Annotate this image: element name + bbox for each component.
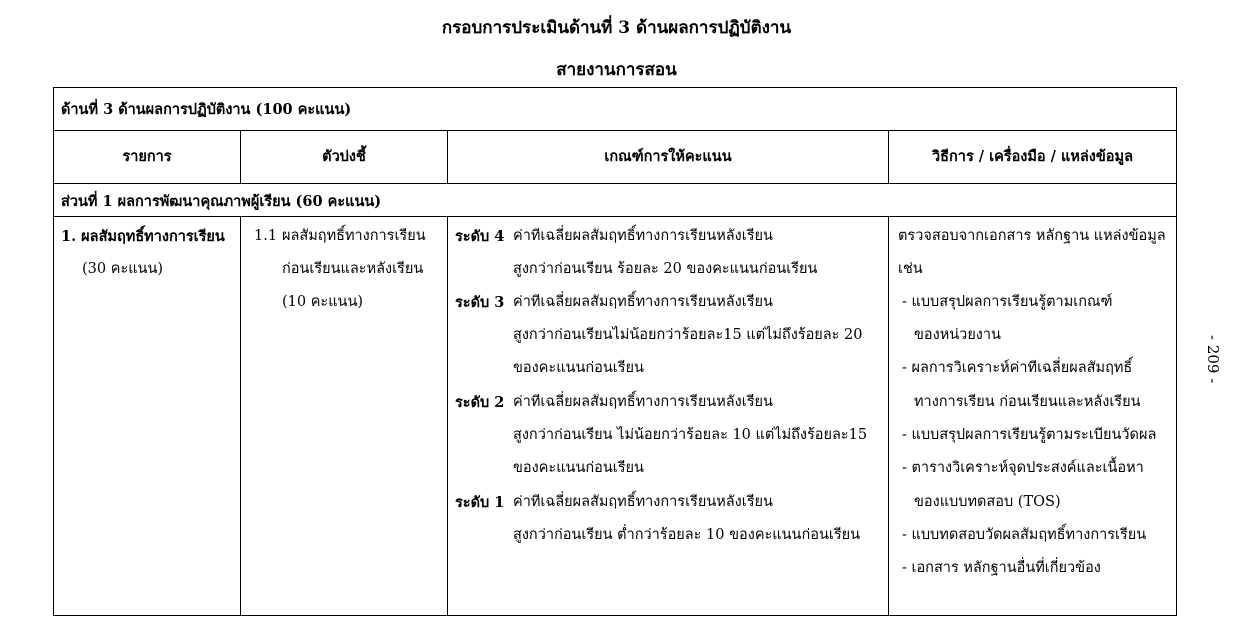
column-header-item: รายการ (122, 148, 172, 165)
methods-list-item: - ตารางวิเคราะห์จุดประสงค์และเนื้อหา (902, 460, 1144, 476)
criteria-level-text: สูงกว่าก่อนเรียน ไม่น้อยกว่าร้อยละ 10 แต่ไม่ถึงร้อยละ15 (513, 427, 868, 443)
methods-list-item: - แบบทดสอบวัดผลสัมฤทธิ์ทางการเรียน (902, 527, 1147, 543)
part-header: ส่วนที่ 1 ผลการพัฒนาคุณภาพผู้เรียน (60 คะแนน) (61, 193, 382, 210)
document-subtitle: สายงานการสอน (556, 60, 677, 80)
methods-list-item: ทางการเรียน ก่อนเรียนและหลังเรียน (914, 394, 1141, 410)
evaluation-table (53, 87, 1177, 616)
column-header-indicator: ตัวบ่งชี้ (322, 148, 366, 165)
column-divider (240, 216, 241, 616)
methods-list-item: - ผลการวิเคราะห์ค่าทีเฉลี่ยผลสัมฤทธิ์ (902, 360, 1133, 376)
methods-intro: ตรวจสอบจากเอกสาร หลักฐาน แหล่งข้อมูล (898, 228, 1166, 244)
column-divider (888, 216, 889, 616)
criteria-level-label: ระดับ 2 (455, 394, 505, 411)
methods-list-item: - แบบสรุปผลการเรียนรู้ตามระเบียนวัดผล (902, 427, 1157, 443)
criteria-level-text: สูงกว่าก่อนเรียน ต่ำกว่าร้อยละ 10 ของคะแนนก่อนเรียน (513, 527, 861, 543)
criteria-level-text: ของคะแนนก่อนเรียน (513, 460, 644, 476)
criteria-level-label: ระดับ 3 (455, 294, 505, 311)
criteria-level-text: ค่าทีเฉลี่ยผลสัมฤทธิ์ทางการเรียนหลังเรียน (513, 228, 773, 244)
indicator-points: (10 คะแนน) (282, 294, 364, 310)
row-divider (54, 183, 1176, 184)
criteria-level-label: ระดับ 1 (455, 494, 505, 511)
section-header: ด้านที่ 3 ด้านผลการปฏิบัติงาน (100 คะแนน) (61, 101, 352, 118)
column-header-criteria: เกณฑ์การให้คะแนน (604, 148, 732, 165)
criteria-level-text: สูงกว่าก่อนเรียน ร้อยละ 20 ของคะแนนก่อนเรียน (513, 261, 818, 277)
criteria-level-text: ค่าทีเฉลี่ยผลสัมฤทธิ์ทางการเรียนหลังเรียน (513, 294, 773, 310)
column-header-methods: วิธีการ / เครื่องมือ / แหล่งข้อมูล (932, 148, 1133, 165)
methods-intro: เช่น (898, 261, 923, 277)
criteria-level-text: สูงกว่าก่อนเรียนไม่น้อยกว่าร้อยละ15 แต่ไม่ถึงร้อยละ 20 (513, 327, 863, 343)
criteria-level-label: ระดับ 4 (455, 228, 505, 245)
item-title: 1. ผลสัมฤทธิ์ทางการเรียน (61, 228, 225, 245)
page-number: - 209 - (1204, 335, 1222, 384)
criteria-level-text: ค่าทีเฉลี่ยผลสัมฤทธิ์ทางการเรียนหลังเรียน (513, 494, 773, 510)
indicator-number: 1.1 (254, 228, 278, 244)
methods-list-item: - แบบสรุปผลการเรียนรู้ตามเกณฑ์ (902, 294, 1113, 310)
document-title: กรอบการประเมินด้านที่ 3 ด้านผลการปฏิบัติงาน (441, 18, 792, 38)
criteria-level-text: ค่าทีเฉลี่ยผลสัมฤทธิ์ทางการเรียนหลังเรียน (513, 394, 773, 410)
methods-list-item: ของหน่วยงาน (914, 327, 1001, 343)
item-points: (30 คะแนน) (82, 261, 164, 277)
column-divider (447, 216, 448, 616)
methods-list-item: - เอกสาร หลักฐานอื่นที่เกี่ยวข้อง (902, 560, 1101, 576)
row-divider (54, 130, 1176, 131)
methods-list-item: ของแบบทดสอบ (TOS) (914, 494, 1061, 510)
criteria-level-text: ของคะแนนก่อนเรียน (513, 360, 644, 376)
indicator-text: ก่อนเรียนและหลังเรียน (282, 261, 424, 277)
indicator-text: ผลสัมฤทธิ์ทางการเรียน (282, 228, 426, 244)
